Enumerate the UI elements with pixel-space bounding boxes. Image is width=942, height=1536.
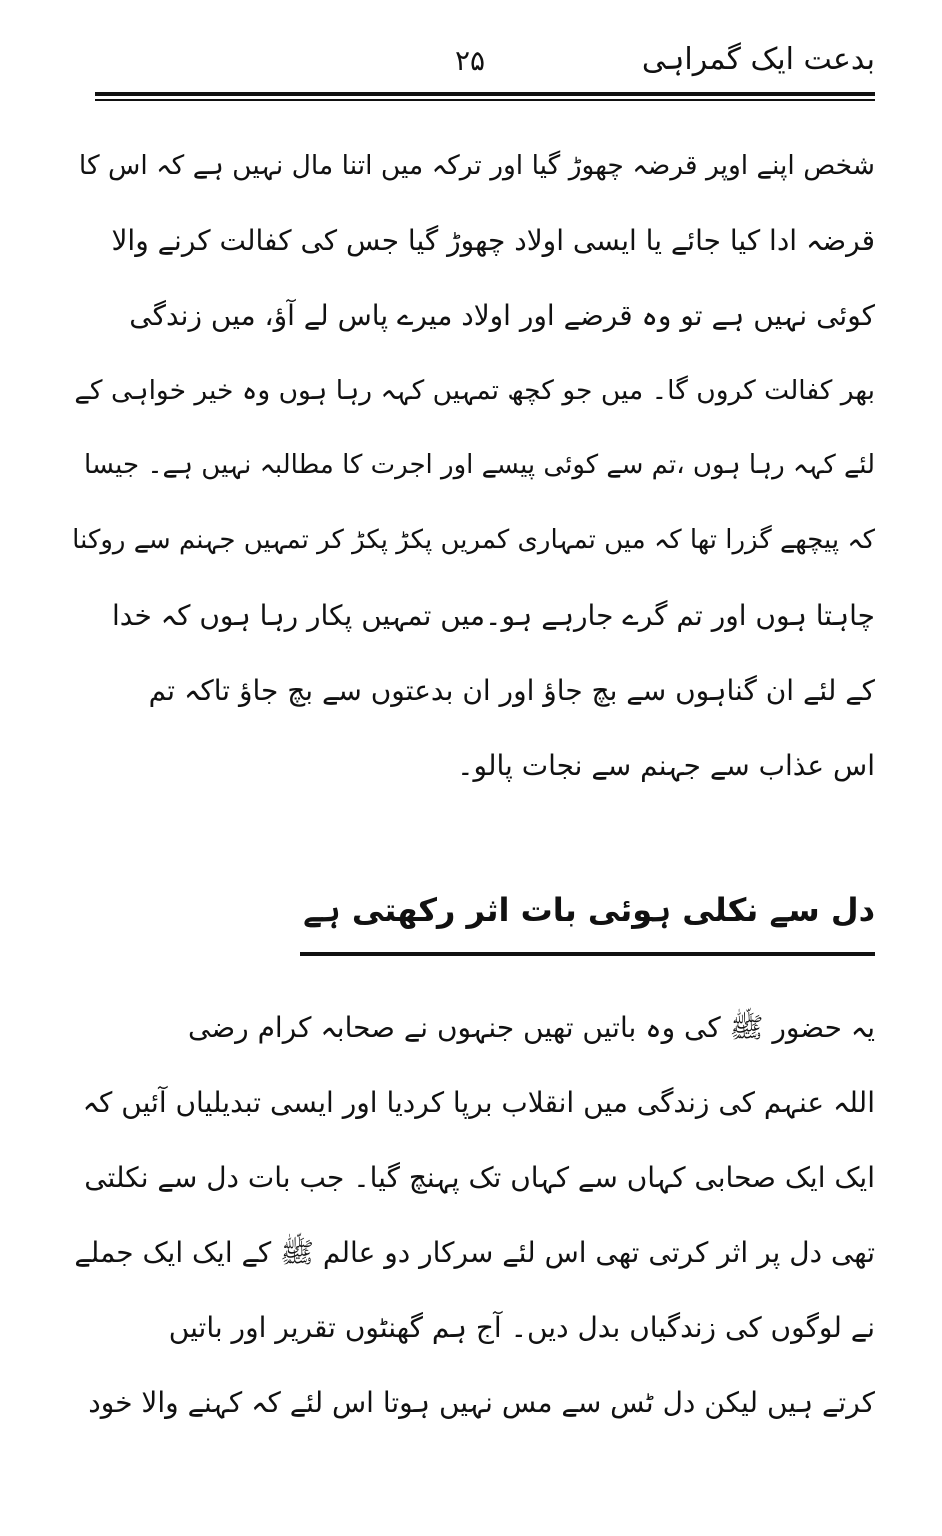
text-line: کوئی نہیں ہے تو وہ قرضے اور اولاد میرے پاس لے آؤ، میں زندگی [129,299,875,332]
text-line: نے لوگوں کی زندگیاں بدل دیں۔ آج ہم گھنٹوں تقریر اور باتیں [168,1311,875,1344]
section-heading: دل سے نکلی ہوئی بات اثر رکھتی ہے [303,891,875,929]
text-line: ایک ایک صحابی کہاں سے کہاں تک پہنچ گیا۔ جب بات دل سے نکلتی [84,1161,875,1194]
header-rule-thick [95,92,875,96]
text-line: چاہتا ہوں اور تم گرے جارہے ہو۔میں تمہیں پکار رہا ہوں کہ خدا [112,599,875,632]
text-line: اس عذاب سے جہنم سے نجات پالو۔ [457,749,875,782]
text-line: بھر کفالت کروں گا۔ میں جو کچھ تمہیں کہہ رہا ہوں وہ خیر خواہی کے [74,375,875,406]
paragraph-2 [70,990,875,1440]
text-line: کے لئے ان گناہوں سے بچ جاؤ اور ان بدعتوں سے بچ جاؤ تاکہ تم [148,674,875,707]
page-header [95,40,875,92]
text-line: لئے کہہ رہا ہوں ،تم سے کوئی پیسے اور اجرت کا مطالبہ نہیں ہے۔ جیسا [84,450,875,480]
text-line: تھی دل پر اثر کرتی تھی اس لئے سرکار دو عالم ﷺ کے ایک ایک جملے [74,1236,875,1269]
text-line: شخص اپنے اوپر قرضہ چھوڑ گیا اور ترکہ میں اتنا مال نہیں ہے کہ اس کا [78,150,875,181]
page-number: ۲۵ [455,44,486,77]
header-rule-thin [95,99,875,101]
paragraph-1 [70,128,875,803]
text-line: کرتے ہیں لیکن دل ٹس سے مس نہیں ہوتا اس لئے کہ کہنے والا خود [88,1386,875,1419]
heading-underline [300,952,875,956]
text-line: کہ پیچھے گزرا تھا کہ میں تمہاری کمریں پکڑ پکڑ کر تمہیں جہنم سے روکنا [72,525,875,555]
text-line: یہ حضور ﷺ کی وہ باتیں تھیں جنہوں نے صحابہ کرام رضی [188,1011,875,1044]
text-line: قرضہ ادا کیا جائے یا ایسی اولاد چھوڑ گیا جس کی کفالت کرنے والا [111,224,875,257]
book-title: بدعت ایک گمراہی [641,42,875,77]
text-line: اللہ عنہم کی زندگی میں انقلاب برپا کردیا اور ایسی تبدیلیاں آئیں کہ [82,1086,875,1119]
